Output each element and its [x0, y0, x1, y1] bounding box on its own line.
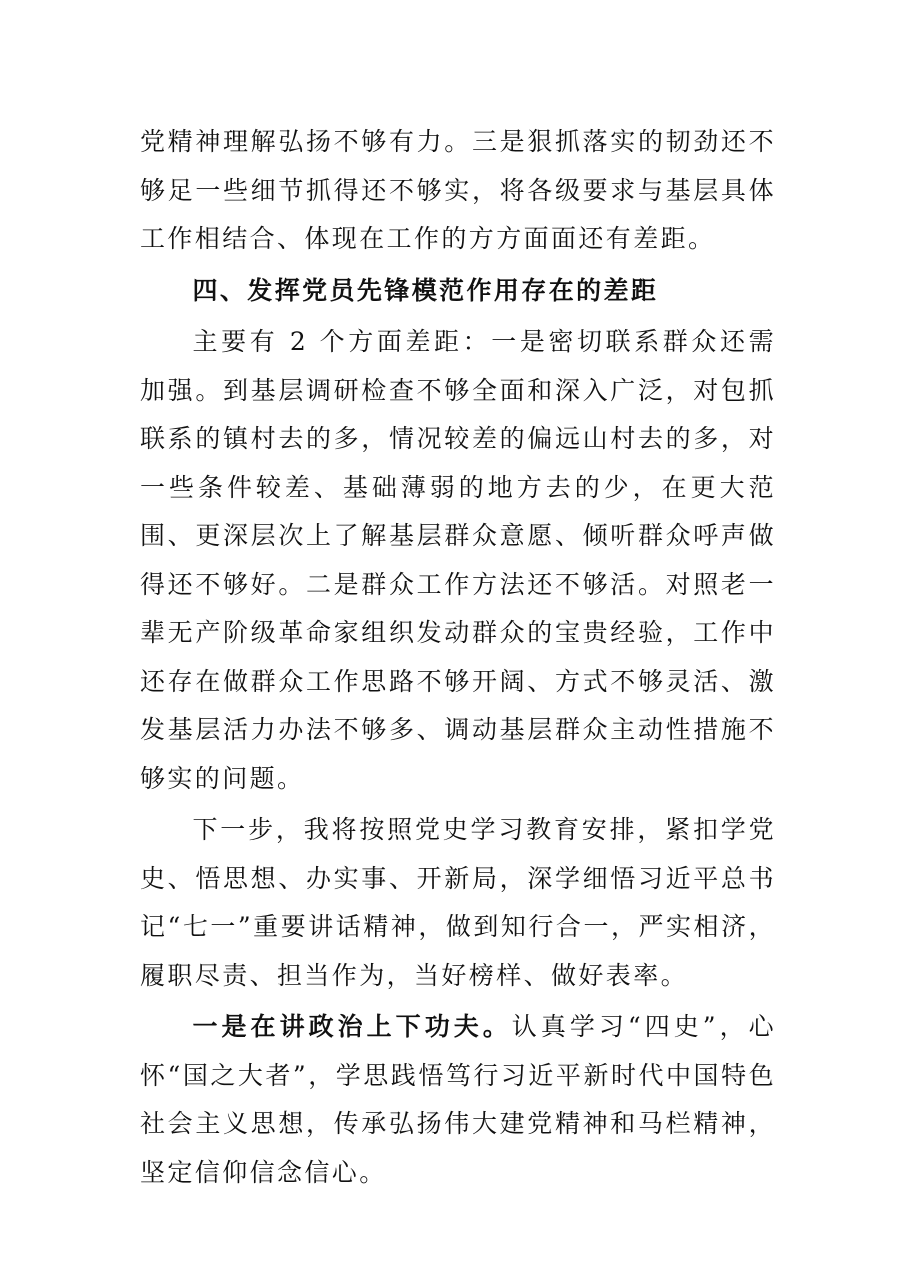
document-body: [140, 118, 776, 1197]
paragraph-continued: 党精神理解弘扬不够有力。三是狠抓落实的韧劲还不够足一些细节抓得还不够实，将各级要求与基层具体工作相结合、体现在工作的方方面面还有差距。: [140, 127, 776, 253]
section-heading: 四、发挥党员先锋模范作用存在的差距: [192, 275, 659, 305]
paragraph-lead: 一是在讲政治上下功夫。: [192, 1012, 512, 1041]
paragraph-body: 认真学习“四史”，心怀“国之大者”，学思践悟笃行习近平新时代中国特色社会主义思想，传承弘扬伟大建党精神和马栏精神，坚定信仰信念信心。: [140, 1012, 776, 1187]
paragraph-next-step: 下一步，我将按照党史学习教育安排，紧扣学党史、悟思想、办实事、开新局，深学细悟习近平总书记“七一”重要讲话精神，做到知行合一，严实相济，履职尽责、担当作为，当好榜样、做好表率。: [140, 815, 776, 990]
paragraph-politics: [140, 1003, 776, 1197]
paragraph-gaps: 主要有 2 个方面差距：一是密切联系群众还需加强。到基层调研检查不够全面和深入广泛，对包抓联系的镇村去的多，情况较差的偏远山村去的多，对一些条件较差、基础薄弱的地方去的少，在更大范围、更深层次上了解基层群众意愿、倾听群众呼声做得还不够好。二是群众工作方法还不够活。对照老一辈无产阶级革命家组织发动群众的宝贵经验，工作中还存在做群众工作思路不够开阔、方式不够灵活、激发基层活力办法不够多、调动基层群众主动性措施不够实的问题。: [140, 327, 776, 793]
